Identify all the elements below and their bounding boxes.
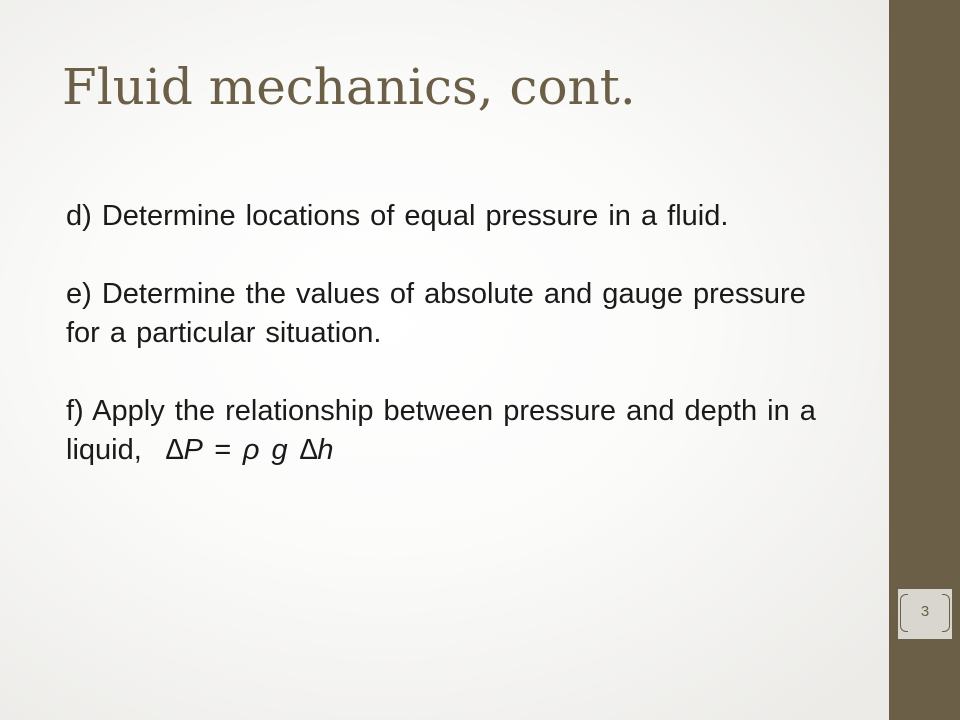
page-number-badge	[898, 589, 952, 639]
right-bracket-icon	[942, 594, 950, 632]
objective-f-text: f) Apply the relationship between pressure and depth in a liquid,	[66, 395, 816, 466]
page-number: 3	[920, 603, 930, 620]
objective-d	[66, 197, 846, 236]
objective-f	[66, 392, 846, 470]
pressure-depth-formula: ∆P = ρ g ∆h	[165, 434, 334, 466]
slide-title: Fluid mechanics, cont.	[62, 58, 636, 116]
objective-d-text: d) Determine locations of equal pressure in a fluid.	[66, 200, 729, 232]
objective-e-text: e) Determine the values of absolute and gauge pressure for a particular situation.	[66, 278, 806, 349]
objective-e	[66, 275, 846, 353]
slide-body	[66, 197, 846, 470]
